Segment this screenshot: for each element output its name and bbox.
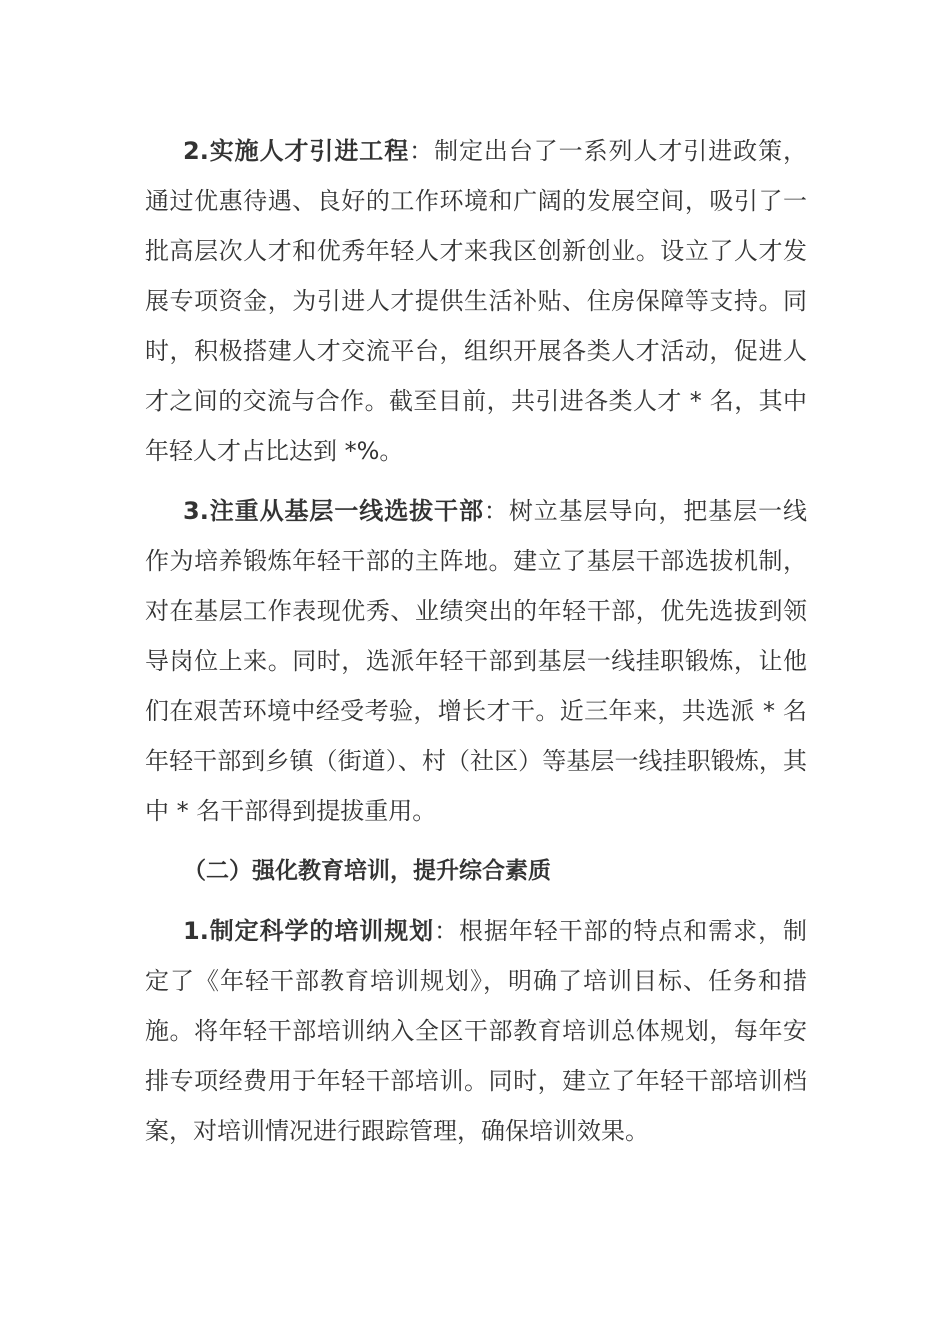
- paragraph-heading: 1.制定科学的培训规划: [183, 917, 435, 945]
- paragraph-training-plan: [145, 906, 807, 1156]
- paragraph-heading: 3.注重从基层一线选拔干部: [183, 497, 484, 525]
- paragraph-body: ：制定出台了一系列人才引进政策，通过优惠待遇、良好的工作环境和广阔的发展空间，吸引了一批高层次人才和优秀年轻人才来我区创新创业。设立了人才发展专项资金，为引进人才提供生活补贴、住房保障等支持。同时，积极搭建人才交流平台，组织开展各类人才活动，促进人才之间的交流与合作。截至目前，共引进各类人才 * 名，其中年轻人才占比达到 *%。: [145, 137, 807, 465]
- paragraph-body: ：树立基层导向，把基层一线作为培养锻炼年轻干部的主阵地。建立了基层干部选拔机制，对在基层工作表现优秀、业绩突出的年轻干部，优先选拔到领导岗位上来。同时，选派年轻干部到基层一线挂职锻炼，让他们在艰苦环境中经受考验，增长才干。近三年来，共选派 * 名年轻干部到乡镇（街道）、村（社区）等基层一线挂职锻炼，其中 * 名干部得到提拔重用。: [145, 497, 807, 825]
- paragraph-grassroots-selection: [145, 486, 807, 836]
- section-heading: （二）强化教育培训，提升综合素质: [183, 858, 551, 884]
- paragraph-talent-introduction: [145, 126, 807, 476]
- paragraph-body: ：根据年轻干部的特点和需求，制定了《年轻干部教育培训规划》，明确了培训目标、任务和措施。将年轻干部培训纳入全区干部教育培训总体规划，每年安排专项经费用于年轻干部培训。同时，建立了年轻干部培训档案，对培训情况进行跟踪管理，确保培训效果。: [145, 917, 807, 1145]
- document-page: [145, 126, 807, 1166]
- paragraph-heading: 2.实施人才引进工程: [183, 137, 410, 165]
